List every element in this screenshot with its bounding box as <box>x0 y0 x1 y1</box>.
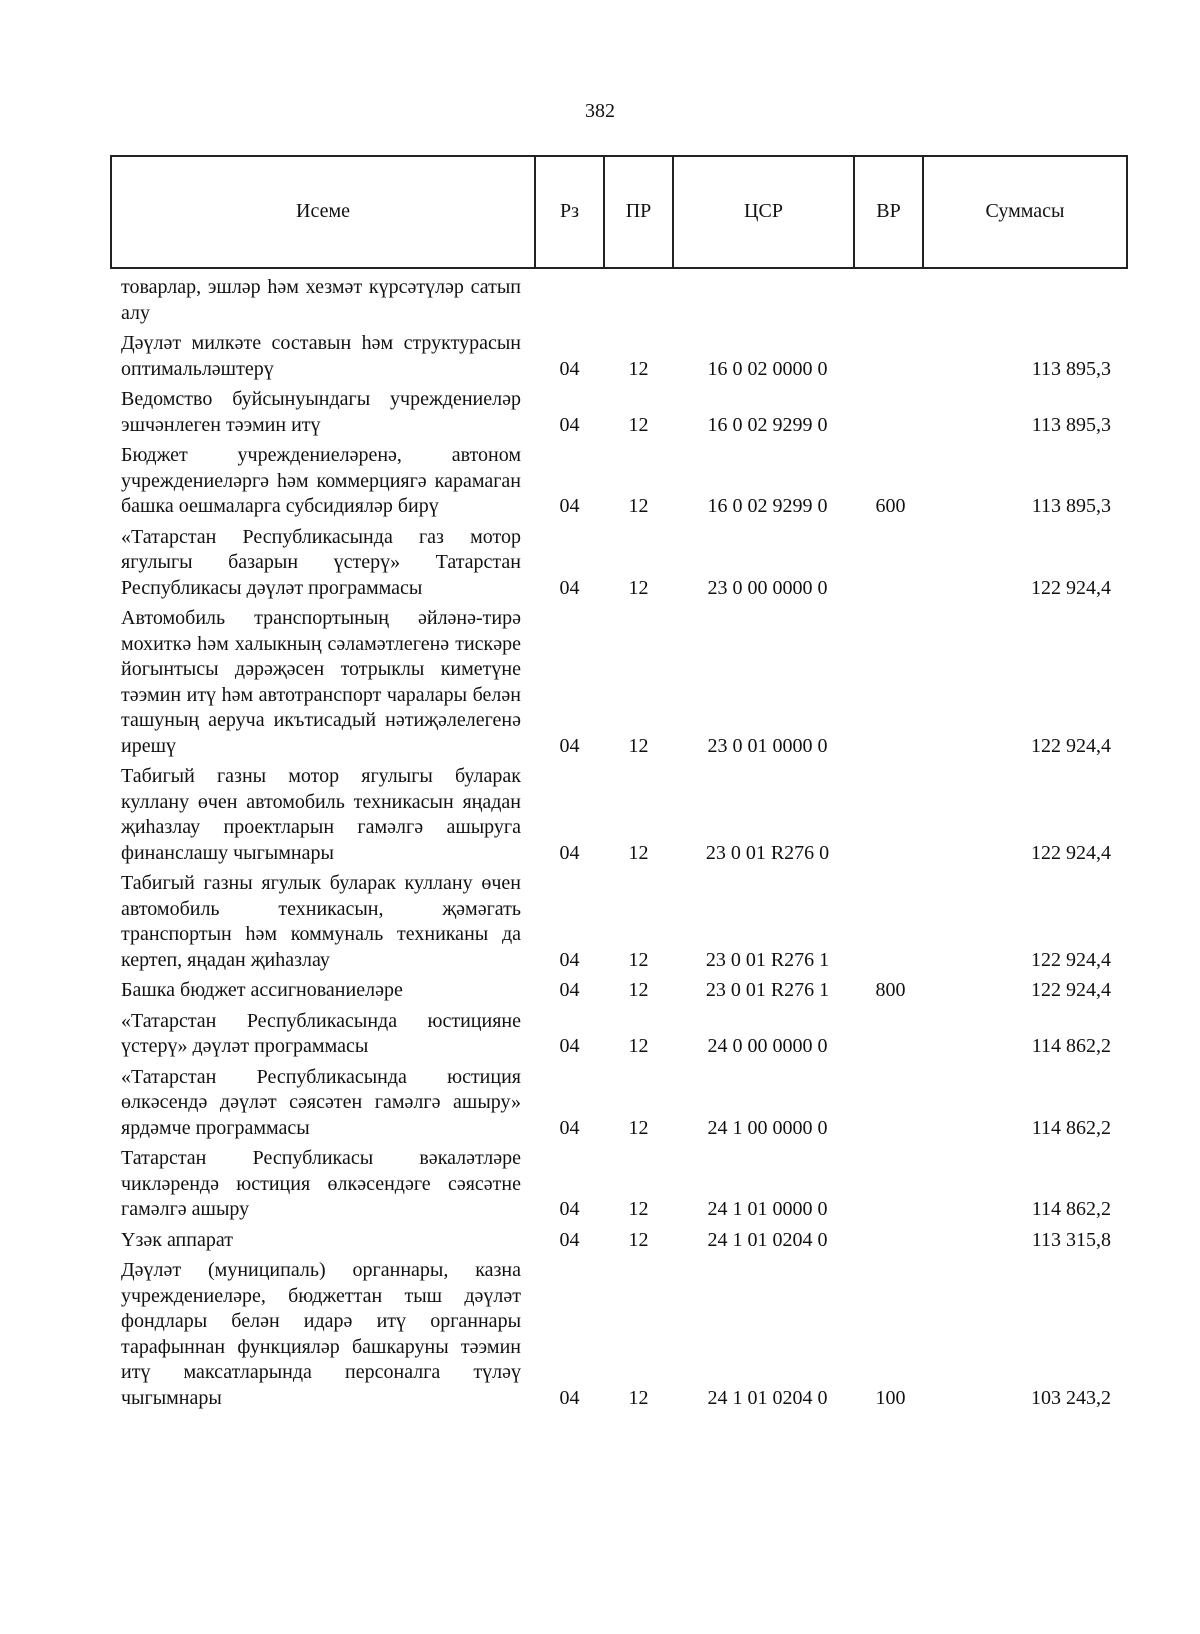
cell-csr: 24 1 01 0204 0 <box>707 1386 828 1409</box>
cell-pr: 12 <box>628 413 649 436</box>
cell-vr <box>854 520 923 602</box>
cell-csr: 16 0 02 0000 0 <box>707 357 828 380</box>
cell-csr: 24 1 01 0000 0 <box>707 1198 828 1220</box>
cell-name <box>111 973 535 1004</box>
row-title: «Татарстан Республикасында юстицияне үстерү» дәүләт программасы <box>121 1009 521 1057</box>
cell-name <box>111 438 535 520</box>
table-row <box>111 326 1127 382</box>
cell-name <box>111 1253 535 1411</box>
row-title: Автомобиль транспортының әйләнә-тирә мохиткә һәм халыкның сәламәтлегенә тискәре йогынтысы дәрәҗәсен тотрыклы киметүне тәэмин итү һәм автотранспорт чаралары белән ташуның аеруча икътисадый нәтиҗәлелегенә ирешү <box>121 607 521 757</box>
cell-pr: 12 <box>628 576 649 599</box>
table-row <box>111 1141 1127 1223</box>
cell-sum: 113 895,3 <box>1031 495 1111 517</box>
cell-rz: 04 <box>559 1198 580 1220</box>
cell-vr <box>854 268 923 326</box>
cell-sum: 113 315,8 <box>1031 1228 1111 1251</box>
cell-sum: 114 862,2 <box>1031 1198 1111 1220</box>
cell-sum: 113 895,3 <box>1031 413 1111 436</box>
cell-name <box>111 1060 535 1142</box>
cell-pr <box>604 268 673 326</box>
cell-rz: 04 <box>559 357 580 380</box>
cell-rz: 04 <box>559 948 580 971</box>
cell-sum: 103 243,2 <box>1031 1386 1111 1409</box>
cell-sum: 122 924,4 <box>1031 948 1111 971</box>
table-row <box>111 1004 1127 1060</box>
cell-csr: 23 0 00 0000 0 <box>707 576 828 599</box>
cell-pr: 12 <box>628 841 649 864</box>
cell-csr: 24 1 00 0000 0 <box>707 1116 828 1139</box>
cell-vr <box>854 1060 923 1142</box>
cell-pr: 12 <box>628 1198 649 1220</box>
cell-name <box>111 759 535 866</box>
row-title: Татарстан Республикасы вәкаләтләре чикләрендә юстиция өлкәсендәге сәясәтне гамәлгә ашыру <box>121 1147 521 1220</box>
row-title: Дәүләт милкәте составын һәм структурасын оптимальләштерү <box>121 332 521 380</box>
cell-csr: 24 1 01 0204 0 <box>707 1228 828 1251</box>
cell-csr: 16 0 02 9299 0 <box>707 495 828 517</box>
cell-vr <box>854 1141 923 1223</box>
table-row <box>111 1253 1127 1411</box>
cell-csr: 23 0 01 R276 1 <box>705 979 830 1001</box>
cell-pr: 12 <box>628 1386 649 1409</box>
cell-rz: 04 <box>559 1386 580 1409</box>
table-row <box>111 520 1127 602</box>
cell-sum: 114 862,2 <box>1031 1035 1111 1057</box>
cell-sum <box>923 268 1127 326</box>
cell-vr <box>854 601 923 759</box>
table-row <box>111 601 1127 759</box>
budget-table <box>110 155 1128 1411</box>
cell-sum: 122 924,4 <box>1031 734 1111 757</box>
cell-rz <box>535 268 604 326</box>
cell-sum: 114 862,2 <box>1031 1116 1111 1139</box>
cell-pr: 12 <box>628 1228 649 1251</box>
header-sum: Суммасы <box>923 156 1127 268</box>
row-title: «Татарстан Республикасында юстиция өлкәсендә дәүләт сәясәтен гамәлгә ашыру» ярдәмче программасы <box>121 1065 521 1139</box>
cell-name <box>111 1141 535 1223</box>
cell-name <box>111 601 535 759</box>
cell-csr: 23 0 01 R276 1 <box>705 948 830 971</box>
row-title: товарлар, эшләр һәм хезмәт күрсәтүләр сатып алу <box>121 276 521 324</box>
header-csr: ЦСР <box>673 156 854 268</box>
cell-csr: 16 0 02 9299 0 <box>707 413 828 436</box>
cell-pr: 12 <box>628 979 649 1001</box>
table-row <box>111 1223 1127 1254</box>
table-row <box>111 759 1127 866</box>
row-title: Табигый газны мотор ягулыгы буларак куллану өчен автомобиль техникасын яңадан җиһазлау проектларын гамәлгә ашыруга финанслашу чыгымнары <box>121 765 521 864</box>
table-body <box>111 268 1127 1411</box>
cell-csr <box>673 268 854 326</box>
cell-sum: 122 924,4 <box>1031 576 1111 599</box>
table-header <box>111 156 1127 268</box>
cell-vr <box>854 866 923 973</box>
cell-pr: 12 <box>628 495 649 517</box>
cell-vr: 800 <box>875 979 906 1001</box>
cell-rz: 04 <box>559 576 580 599</box>
cell-vr <box>854 382 923 438</box>
cell-rz: 04 <box>559 413 580 436</box>
header-rz: Рз <box>535 156 604 268</box>
cell-name <box>111 382 535 438</box>
cell-rz: 04 <box>559 1035 580 1057</box>
header-pr: ПР <box>604 156 673 268</box>
cell-vr <box>854 1223 923 1254</box>
row-title: Башка бюджет ассигнованиеләре <box>121 979 403 1001</box>
cell-pr: 12 <box>628 1035 649 1057</box>
cell-name <box>111 1004 535 1060</box>
cell-vr: 100 <box>875 1386 906 1409</box>
table-row <box>111 973 1127 1004</box>
table-row <box>111 866 1127 973</box>
cell-rz: 04 <box>559 841 580 864</box>
cell-sum: 122 924,4 <box>1031 979 1111 1001</box>
cell-vr <box>854 1004 923 1060</box>
cell-vr: 600 <box>875 495 906 517</box>
cell-name <box>111 326 535 382</box>
cell-pr: 12 <box>628 734 649 757</box>
cell-name <box>111 866 535 973</box>
table-row <box>111 382 1127 438</box>
row-title: «Татарстан Республикасында газ мотор ягулыгы базарын үстерү» Татарстан Республикасы дәүләт программасы <box>121 525 521 599</box>
cell-rz: 04 <box>559 979 580 1001</box>
table-row <box>111 268 1127 326</box>
page-number: 382 <box>585 100 615 122</box>
row-title: Табигый газны ягулык буларак куллану өчен автомобиль техникасын, җәмәгать транспортын һәм коммуналь техниканы да кертеп, яңадан җиһазлау <box>121 872 521 971</box>
header-vr: ВР <box>854 156 923 268</box>
cell-name <box>111 520 535 602</box>
cell-vr <box>854 759 923 866</box>
cell-name <box>111 1223 535 1254</box>
cell-rz: 04 <box>559 734 580 757</box>
cell-csr: 23 0 01 R276 0 <box>705 841 830 864</box>
row-title: Үзәк аппарат <box>121 1228 233 1251</box>
row-title: Дәүләт (муниципаль) органнары, казна учреждениеләре, бюджеттан тыш дәүләт фондлары белән идарә итү органнары тарафыннан функцияләр башкаруны тәэмин итү максатларында персоналга түләү чыгымнары <box>121 1259 521 1409</box>
cell-pr: 12 <box>628 357 649 380</box>
cell-name <box>111 268 535 326</box>
row-title: Ведомство буйсынуындагы учреждениеләр эшчәнлеген тәэмин итү <box>121 388 521 436</box>
cell-csr: 24 0 00 0000 0 <box>707 1035 828 1057</box>
table-row <box>111 438 1127 520</box>
cell-rz: 04 <box>559 1228 580 1251</box>
cell-sum: 122 924,4 <box>1031 841 1111 864</box>
header-name: Исеме <box>111 156 535 268</box>
cell-rz: 04 <box>559 495 580 517</box>
cell-sum: 113 895,3 <box>1031 357 1111 380</box>
cell-pr: 12 <box>628 1116 649 1139</box>
cell-pr: 12 <box>628 948 649 971</box>
table-row <box>111 1060 1127 1142</box>
cell-vr <box>854 326 923 382</box>
cell-rz: 04 <box>559 1116 580 1139</box>
row-title: Бюджет учреждениеләренә, автоном учреждениеләргә һәм коммерциягә карамаган башка оешмаларга субсидияләр бирү <box>121 444 521 517</box>
cell-csr: 23 0 01 0000 0 <box>707 734 828 757</box>
